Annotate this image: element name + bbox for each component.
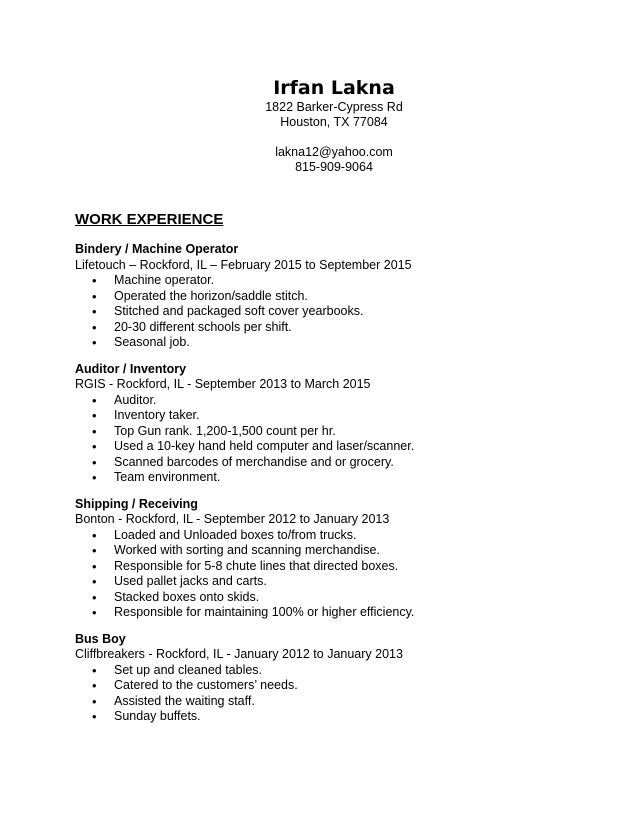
job-duties-list [75, 528, 595, 621]
duty-item: • Set up and cleaned tables. [75, 663, 595, 679]
phone-number: 815-909-9064 [295, 160, 373, 174]
job-employer-dates: RGIS - Rockford, IL - September 2013 to March 2015 [75, 377, 371, 391]
job-title: Bus Boy [75, 631, 126, 646]
job-employer-dates: Cliffbreakers - Rockford, IL - January 2012 to January 2013 [75, 647, 403, 661]
job-entry [75, 632, 595, 725]
address-line-2: Houston, TX 77084 [280, 115, 388, 129]
email-address: lakna12@yahoo.com [275, 145, 393, 159]
section-title-work-experience: WORK EXPERIENCE [75, 211, 224, 228]
duty-item: • Stitched and packaged soft cover yearbooks. [75, 304, 595, 320]
duty-item: • Top Gun rank. 1,200-1,500 count per hr. [75, 424, 595, 440]
duty-item: • Stacked boxes onto skids. [75, 590, 595, 606]
resume-header [0, 76, 638, 175]
duty-item: • Catered to the customers’ needs. [75, 678, 595, 694]
job-duties-list [75, 663, 595, 725]
duty-item: • Responsible for 5-8 chute lines that directed boxes. [75, 559, 595, 575]
resume-body [75, 210, 595, 736]
duty-item: • Operated the horizon/saddle stitch. [75, 289, 595, 305]
job-employer-dates: Bonton - Rockford, IL - September 2012 to January 2013 [75, 512, 390, 526]
duty-item: • Assisted the waiting staff. [75, 694, 595, 710]
duty-item: • Scanned barcodes of merchandise and or grocery. [75, 455, 595, 471]
job-entry [75, 242, 595, 351]
duty-item: • Used pallet jacks and carts. [75, 574, 595, 590]
candidate-name: Irfan Lakna [273, 77, 395, 99]
job-title: Shipping / Receiving [75, 496, 198, 511]
header-spacer [0, 130, 638, 145]
duty-item: • Seasonal job. [75, 335, 595, 351]
duty-item: • Inventory taker. [75, 408, 595, 424]
duty-item: • Used a 10-key hand held computer and laser/scanner. [75, 439, 595, 455]
job-entry [75, 362, 595, 486]
job-employer-dates: Lifetouch – Rockford, IL – February 2015 to September 2015 [75, 257, 412, 272]
duty-item: • 20-30 different schools per shift. [75, 320, 595, 336]
job-title: Auditor / Inventory [75, 361, 187, 376]
job-entry [75, 497, 595, 621]
job-duties-list [75, 273, 595, 351]
duty-item: • Team environment. [75, 470, 595, 486]
duty-item: • Worked with sorting and scanning merchandise. [75, 543, 595, 559]
duty-item: • Responsible for maintaining 100% or higher efficiency. [75, 605, 595, 621]
duty-item: • Sunday buffets. [75, 709, 595, 725]
job-duties-list [75, 393, 595, 486]
address-line-1: 1822 Barker-Cypress Rd [265, 100, 403, 114]
job-title: Bindery / Machine Operator [75, 242, 239, 256]
duty-item: • Loaded and Unloaded boxes to/from trucks. [75, 528, 595, 544]
duty-item: • Machine operator. [75, 273, 595, 289]
duty-item: • Auditor. [75, 393, 595, 409]
